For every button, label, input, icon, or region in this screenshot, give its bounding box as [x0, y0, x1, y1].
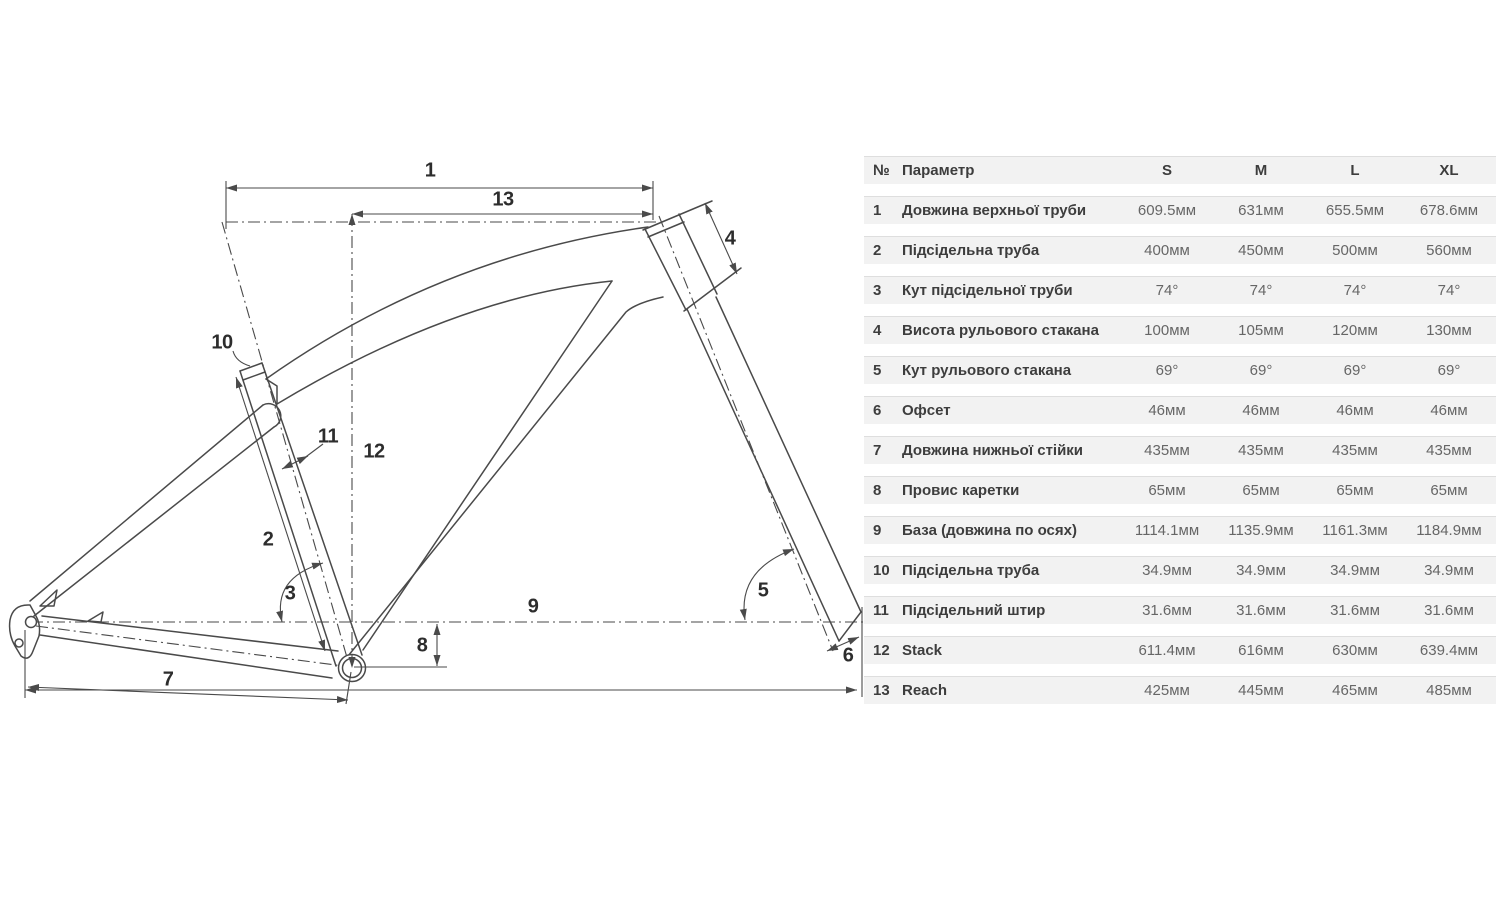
param-name: Довжина нижньої стійки [902, 442, 1084, 459]
value-s: 100мм [1144, 322, 1190, 339]
value-m: 435мм [1238, 442, 1284, 459]
value-xl: 678.6мм [1419, 202, 1479, 219]
dim-label-9: 9 [527, 595, 539, 618]
table-row [864, 316, 1496, 344]
param-name: Stack [902, 642, 943, 659]
value-m: 46мм [1242, 402, 1280, 419]
row-number: 7 [873, 442, 882, 459]
dimension-lines [25, 188, 859, 700]
header-number: № [873, 162, 890, 179]
table-row [864, 676, 1496, 704]
row-number: 4 [873, 322, 882, 339]
value-xl: 74° [1437, 282, 1461, 299]
header-size-m: M [1254, 162, 1268, 179]
value-s: 69° [1155, 362, 1179, 379]
value-xl: 435мм [1426, 442, 1472, 459]
value-m: 69° [1249, 362, 1273, 379]
value-l: 1161.3мм [1322, 522, 1388, 539]
table-row [864, 276, 1496, 304]
value-l: 65мм [1336, 482, 1374, 499]
dim-label-13: 13 [492, 188, 514, 211]
row-number: 2 [873, 242, 882, 259]
table-row [864, 196, 1496, 224]
param-name: База (довжина по осях) [902, 522, 1077, 539]
param-name: Довжина верхньої труби [902, 202, 1087, 219]
value-xl: 69° [1437, 362, 1461, 379]
value-m: 450мм [1238, 242, 1284, 259]
header-size-xl: XL [1439, 162, 1459, 179]
value-l: 655.5мм [1325, 202, 1385, 219]
value-m: 34.9мм [1236, 562, 1286, 579]
value-xl: 130мм [1426, 322, 1472, 339]
table-row [864, 396, 1496, 424]
row-number: 5 [873, 362, 882, 379]
dim-label-2: 2 [262, 528, 274, 551]
value-l: 465мм [1332, 682, 1378, 699]
table-row [864, 636, 1496, 664]
param-name: Підсідельний штир [902, 602, 1046, 619]
header-size-l: L [1350, 162, 1360, 179]
table-row [864, 516, 1496, 544]
value-l: 46мм [1336, 402, 1374, 419]
table-row [864, 356, 1496, 384]
value-s: 611.4мм [1138, 642, 1196, 659]
table-row [864, 476, 1496, 504]
row-number: 10 [873, 562, 890, 579]
dim-label-8: 8 [416, 634, 428, 657]
value-xl: 65мм [1430, 482, 1468, 499]
value-xl: 46мм [1430, 402, 1468, 419]
value-m: 65мм [1242, 482, 1280, 499]
value-m: 616мм [1238, 642, 1284, 659]
table-body [864, 196, 1496, 704]
param-name: Кут рульового стакана [902, 362, 1072, 379]
row-number: 3 [873, 282, 882, 299]
row-number: 13 [873, 682, 890, 699]
dim-label-3: 3 [284, 582, 296, 605]
value-xl: 34.9мм [1424, 562, 1474, 579]
row-number: 11 [873, 602, 889, 619]
value-xl: 1184.9мм [1416, 522, 1482, 539]
value-l: 630мм [1332, 642, 1378, 659]
value-m: 105мм [1238, 322, 1284, 339]
value-l: 69° [1343, 362, 1367, 379]
value-s: 1114.1мм [1134, 522, 1200, 539]
row-number: 9 [873, 522, 882, 539]
row-number: 8 [873, 482, 882, 499]
value-s: 425мм [1144, 682, 1190, 699]
row-number: 6 [873, 402, 882, 419]
value-m: 1135.9мм [1228, 522, 1294, 539]
value-xl: 639.4мм [1419, 642, 1479, 659]
value-m: 74° [1249, 282, 1273, 299]
value-m: 445мм [1238, 682, 1284, 699]
param-name: Підсідельна труба [902, 242, 1040, 259]
value-s: 74° [1155, 282, 1179, 299]
table-row [864, 236, 1496, 264]
dim-label-5: 5 [757, 579, 769, 602]
center-lines [31, 216, 864, 668]
geometry-table [864, 156, 1496, 704]
value-s: 46мм [1148, 402, 1186, 419]
frame-outline [10, 201, 861, 682]
value-s: 65мм [1148, 482, 1186, 499]
value-m: 631мм [1238, 202, 1284, 219]
table-row [864, 436, 1496, 464]
value-l: 74° [1343, 282, 1367, 299]
value-l: 31.6мм [1330, 602, 1380, 619]
extension-lines [25, 181, 862, 704]
value-s: 435мм [1144, 442, 1190, 459]
param-name: Підсідельна труба [902, 562, 1040, 579]
value-xl: 560мм [1426, 242, 1472, 259]
dim-label-4: 4 [724, 227, 736, 250]
dim-label-10: 10 [211, 331, 233, 354]
value-s: 34.9мм [1142, 562, 1192, 579]
dim-label-6: 6 [842, 644, 854, 667]
value-xl: 485мм [1426, 682, 1472, 699]
value-l: 120мм [1332, 322, 1378, 339]
value-xl: 31.6мм [1424, 602, 1474, 619]
param-name: Кут підсідельної труби [902, 282, 1073, 299]
row-number: 12 [873, 642, 890, 659]
dim-label-7: 7 [162, 668, 174, 691]
value-l: 500мм [1332, 242, 1378, 259]
value-s: 31.6мм [1142, 602, 1192, 619]
value-l: 435мм [1332, 442, 1378, 459]
value-m: 31.6мм [1236, 602, 1286, 619]
row-number: 1 [873, 202, 882, 219]
dim-label-11: 11 [317, 425, 339, 448]
table-row [864, 596, 1496, 624]
dim-label-12: 12 [363, 440, 385, 463]
param-name: Провис каретки [902, 482, 1020, 499]
table-row [864, 556, 1496, 584]
dim-label-1: 1 [424, 159, 436, 182]
header-size-s: S [1161, 162, 1172, 179]
table-header-row [864, 156, 1496, 184]
value-s: 609.5мм [1137, 202, 1197, 219]
header-param: Параметр [902, 162, 975, 179]
param-name: Reach [902, 682, 948, 699]
param-name: Висота рульового стакана [902, 322, 1099, 339]
value-s: 400мм [1144, 242, 1190, 259]
value-l: 34.9мм [1330, 562, 1380, 579]
param-name: Офсет [902, 402, 951, 419]
